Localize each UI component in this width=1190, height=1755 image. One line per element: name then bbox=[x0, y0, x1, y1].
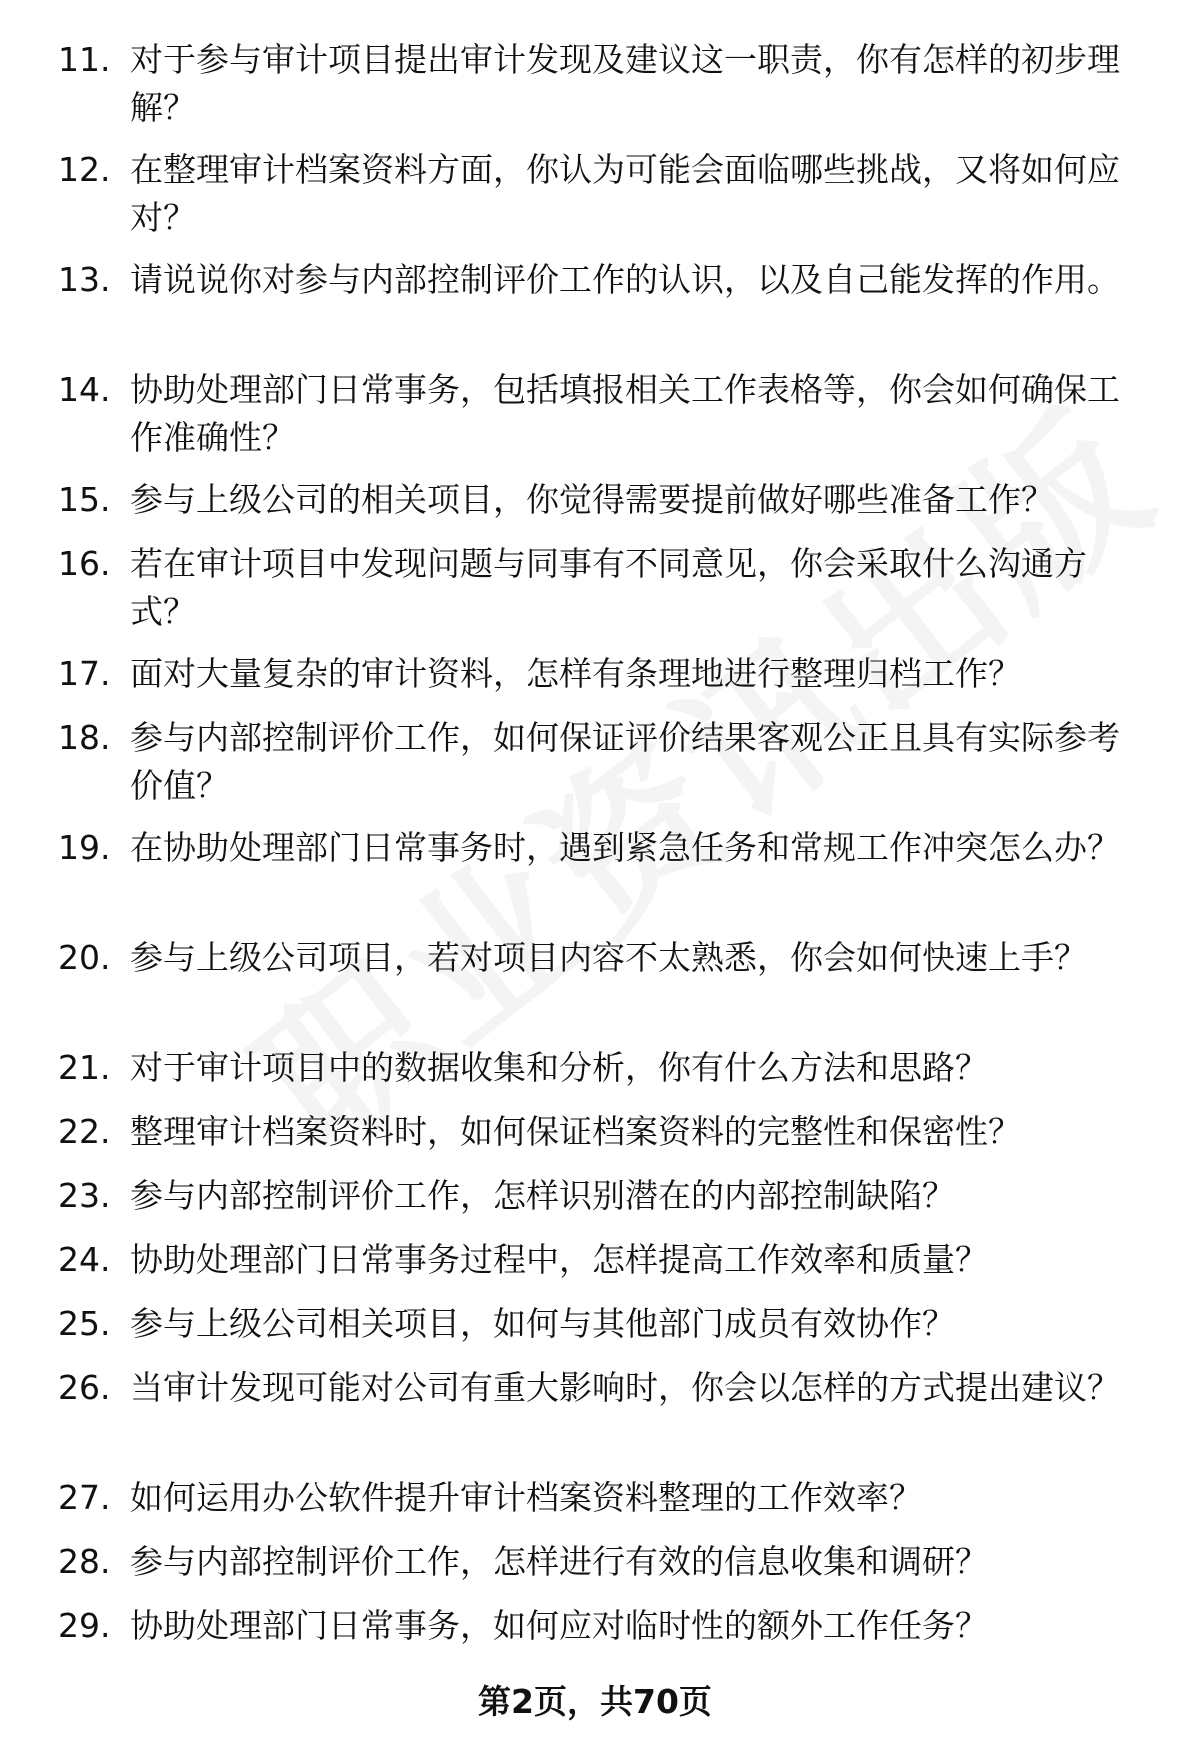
question-number: 22. bbox=[58, 1112, 111, 1151]
question-text: 参与内部控制评价工作，如何保证评价结果客观公正且具有实际参考价值？ bbox=[130, 718, 1120, 805]
question-number: 12. bbox=[58, 150, 111, 189]
question-text: 参与上级公司相关项目，如何与其他部门成员有效协作？ bbox=[130, 1304, 955, 1343]
question-text: 当审计发现可能对公司有重大影响时，你会以怎样的方式提出建议？ bbox=[130, 1368, 1120, 1407]
question-number: 28. bbox=[58, 1542, 111, 1581]
question-text: 参与内部控制评价工作，怎样识别潜在的内部控制缺陷？ bbox=[130, 1176, 955, 1215]
question-number: 15. bbox=[58, 480, 111, 519]
question-text: 在协助处理部门日常事务时，遇到紧急任务和常规工作冲突怎么办？ bbox=[130, 828, 1120, 867]
question-text: 整理审计档案资料时，如何保证档案资料的完整性和保密性？ bbox=[130, 1112, 1021, 1151]
page-indicator: 第2页，共70页 bbox=[478, 1682, 712, 1721]
question-number: 17. bbox=[58, 654, 111, 693]
question-text: 在整理审计档案资料方面，你认为可能会面临哪些挑战，又将如何应对？ bbox=[130, 150, 1120, 237]
question-number: 11. bbox=[58, 40, 111, 79]
question-text: 如何运用办公软件提升审计档案资料整理的工作效率？ bbox=[130, 1478, 922, 1517]
question-text: 面对大量复杂的审计资料，怎样有条理地进行整理归档工作？ bbox=[130, 654, 1021, 693]
question-number: 19. bbox=[58, 828, 111, 867]
question-text: 协助处理部门日常事务过程中，怎样提高工作效率和质量？ bbox=[130, 1240, 988, 1279]
question-text: 参与上级公司的相关项目，你觉得需要提前做好哪些准备工作？ bbox=[130, 480, 1054, 519]
question-number: 27. bbox=[58, 1478, 111, 1517]
question-number: 21. bbox=[58, 1048, 111, 1087]
question-number: 13. bbox=[58, 260, 111, 299]
question-number: 20. bbox=[58, 938, 111, 977]
question-number: 25. bbox=[58, 1304, 111, 1343]
question-number: 16. bbox=[58, 544, 111, 583]
question-text: 对于参与审计项目提出审计发现及建议这一职责，你有怎样的初步理解？ bbox=[130, 40, 1120, 127]
question-text: 若在审计项目中发现问题与同事有不同意见，你会采取什么沟通方式？ bbox=[130, 544, 1087, 631]
question-number: 26. bbox=[58, 1368, 111, 1407]
question-text: 请说说你对参与内部控制评价工作的认识，以及自己能发挥的作用。 bbox=[130, 260, 1120, 299]
question-text: 参与内部控制评价工作，怎样进行有效的信息收集和调研？ bbox=[130, 1542, 988, 1581]
question-number: 23. bbox=[58, 1176, 111, 1215]
question-text: 协助处理部门日常事务，如何应对临时性的额外工作任务？ bbox=[130, 1606, 988, 1645]
question-number: 29. bbox=[58, 1606, 111, 1645]
question-text: 参与上级公司项目，若对项目内容不太熟悉，你会如何快速上手？ bbox=[130, 938, 1087, 977]
question-number: 18. bbox=[58, 718, 111, 757]
question-number: 14. bbox=[58, 370, 111, 409]
question-text: 对于审计项目中的数据收集和分析，你有什么方法和思路？ bbox=[130, 1048, 988, 1087]
question-text: 协助处理部门日常事务，包括填报相关工作表格等，你会如何确保工作准确性？ bbox=[130, 370, 1120, 457]
question-number: 24. bbox=[58, 1240, 111, 1279]
